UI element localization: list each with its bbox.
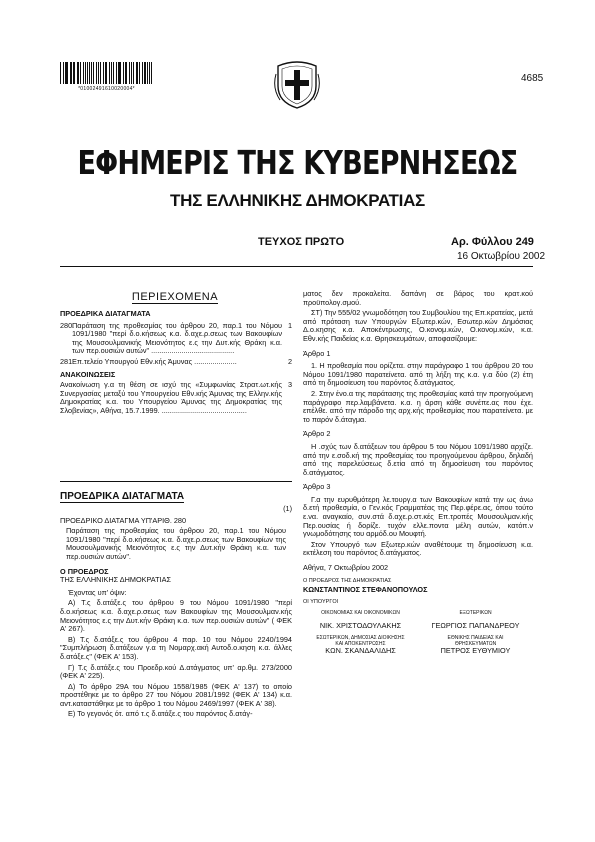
having-regard: Έχοντας υπ' όψιν: (68, 587, 127, 597)
barcode-bar (126, 62, 127, 84)
toc-item-number: 280. (60, 320, 75, 330)
toc-item-page: 3 (287, 380, 292, 390)
toc-section-announcements: ΑΝΑΚΟΙΝΩΣΕΙΣ (60, 369, 116, 379)
ministers-signatures (303, 610, 533, 655)
barcode-bar (131, 62, 132, 84)
article-paragraph: Η .σχύς των δ.ατάξεων του άρθρου 5 του Νόμου 1091/1980 αρχίζε. από την ε.σοδ.κή της προθεσμίας του προηγούμενου άρθρου, δηλαδή από της παρελεύσεως δ.ετία από τη δημοσίευση του παρόντος δ.ατάγματος. (303, 441, 533, 477)
barcode-bar (87, 62, 88, 84)
footnote-marker: (1) (283, 504, 292, 513)
barcode-bar (116, 62, 117, 84)
toc-item (60, 322, 292, 356)
barcode-bar (63, 62, 64, 84)
toc-divider (60, 481, 292, 482)
toc-item-page: 1 (287, 320, 292, 330)
recital-paragraph: Α) Τ.ς δ.ατάξε.ς του άρθρου 9 του Νόμου 1091/1980 "περί δ.ο.κήσεως κ.α. δ.αχε.ρ.σεως των Βακουφίων της Μουσουλμαν.κής Μειονότητος ε.ς την Δυτ.κήν Θράκη κ.α. των περ.ουσιών αυτών" ( ΦΕΚ Α' 267). (60, 598, 292, 634)
page-number: 4685 (521, 73, 544, 84)
minister-name: ΠΕΤΡΟΣ ΕΥΘΥΜΙΟΥ (440, 645, 511, 655)
president-label: Ο ΠΡΟΕΔΡΟΣ ΤΗΣ ΔΗΜΟΚΡΑΤΙΑΣ (303, 577, 392, 584)
greek-coat-of-arms-icon (274, 58, 320, 110)
minister-signature (303, 635, 418, 656)
barcode (60, 62, 153, 84)
barcode-bar (151, 62, 152, 84)
toc-item-page: 2 (287, 356, 292, 366)
toc-title (60, 291, 290, 303)
article-heading: Άρθρο 1 (303, 348, 331, 358)
barcode-bar (78, 62, 79, 84)
gazette-title: ΕΦΗΜΕΡΙΣ ΤΗΣ ΚΥΒΕΡΝΗΣΕΩΣ (77, 143, 518, 182)
section-heading-text: ΠΡΟΕΔΡΙΚΑ ΔΙΑΤΑΓΜΑΤΑ (60, 491, 185, 502)
barcode-bar (100, 62, 101, 84)
article-paragraph: Στον Υπουργό των Εξωτερ.κών αναθέτουμε τη δημοσίευση κ.α. εκτέλεση του παρόντος δ.ατάγματος. (303, 539, 533, 558)
minister-title: ΕΞΩΤΕΡΙΚΩΝ (459, 610, 492, 617)
toc-announcement-text: Ανακοίνωση γ.α τη θέση σε ισχύ της «Συμφωνίας Στρατ.ωτ.κής Συνεργασίας μεταξύ του Υπουργείου Εθν.κής Άμυνας της Ελλην.κής Δημοκρατίας κ.α. του Υπουργείου Άμυνας της Δημοκρατίας της Σλοβενίας», Αθήνα, 15.7.1999. .......................................... (60, 380, 282, 415)
minister-name: ΚΩΝ. ΣΚΑΝΔΑΛΙΔΗΣ (325, 645, 396, 655)
barcode-bar (139, 62, 140, 84)
barcode-bar (83, 62, 84, 84)
barcode-bar (111, 62, 112, 84)
table-of-contents (60, 310, 292, 416)
barcode-bar (93, 62, 94, 84)
barcode-bar (149, 62, 150, 84)
barcode-bar (66, 62, 67, 84)
ministers-label: ΟΙ ΥΠΟΥΡΓΟΙ (303, 599, 339, 606)
minister-signature (303, 610, 418, 631)
left-column (60, 491, 292, 721)
minister-name: ΝΙΚ. ΧΡΙΣΤΟΔΟΥΛΑΚΗΣ (319, 621, 402, 631)
recital-paragraph: Β) Τ.ς δ.ατάξε.ς του άρθρου 4 παρ. 10 του Νόμου 2240/1994 "Συμπλήρωση δ.ατάξεων γ.α τη Νομαρχ.ακή Αυτοδ.ο.κηση κ.α. άλλες δ.ατάξε.ς" (ΦΕΚ Α' 153). (60, 634, 292, 661)
barcode-bar (129, 62, 130, 84)
toc-title-text: ΠΕΡΙΕΧΟΜΕΝΑ (131, 291, 219, 303)
toc-item-text: Παράταση της προθεσμίας του άρθρου 20, παρ.1 του Νόμου 1091/1980 "περί δ.ο.κήσεως κ.α. δ.αχε.ρ.σεως των Βακουφίων της Μουσουλμανικής Μειονότητος ε.ς την Δυτ.κής Θράκη κ.α. των περ.ουσιών αυτών" ......................................... (72, 320, 282, 356)
barcode-bar (71, 62, 72, 84)
place-date: Αθήνα, 7 Οκτωβρίου 2002 (303, 563, 389, 573)
toc-item (60, 358, 292, 367)
recital-paragraph: Γ) Τ.ς δ.ατάξε.ς του Προεδρ.κού Δ.ατάγματος υπ' αρ.θμ. 273/2000 (ΦΕΚ Α' 225). (60, 662, 292, 681)
recital-paragraph: Ε) Το γεγονός ότ. από τ.ς δ.ατάξε.ς του παρόντος δ.ατάγ- (68, 709, 253, 719)
barcode-bar (123, 62, 124, 84)
section-heading (60, 491, 292, 503)
barcode-bar (137, 62, 138, 84)
barcode-bar (89, 62, 90, 84)
barcode-bar (91, 62, 92, 84)
issue-date: 16 Οκτωβρίου 2002 (457, 251, 546, 262)
decree-number: ΠΡΟΕΔΡΙΚΟ ΔΙΑΤΑΓΜΑ ΥΠ'ΑΡΙΘ. 280 (60, 515, 187, 525)
article-heading: Άρθρο 3 (303, 482, 331, 492)
toc-section-decrees: ΠΡΟΕΔΡΙΚΑ ΔΙΑΤΑΓΜΑΤΑ (60, 309, 151, 318)
barcode-bar (98, 62, 99, 84)
barcode-bar (85, 62, 86, 84)
minister-title: ΕΘΝΙΚΗΣ ΠΑΙΔΕΙΑΣ ΚΑΙ ΘΡΗΣΚΕΥΜΑΤΩΝ (447, 634, 504, 647)
barcode-bar (105, 62, 106, 84)
body-paragraph: ΣΤ) Την 555/02 γνωμοδότηση του Συμβουλίου της Επ.κρατείας, μετά από πρόταση των Υπουργών Εξωτερ.κών, Εσωτερ.κών Δημόσιας Δ.ο.κησης κ.α. Αποκέντρωσης, Ο.κονομ.κών, Ο.κονομ.κών, κ.α. Εθν.κής Παιδείας κ.α. Θρησκευμάτων, αποφασίζουμε: (303, 308, 533, 343)
minister-name: ΓΕΩΡΓΙΟΣ ΠΑΠΑΝΔΡΕΟΥ (431, 621, 520, 631)
sheet-number: Αρ. Φύλλου 249 (451, 236, 534, 248)
barcode-bar (109, 62, 110, 84)
barcode-bar (77, 62, 78, 84)
barcode-bar (119, 62, 121, 84)
barcode-bar (103, 62, 104, 84)
toc-item-number: 281. (60, 356, 75, 366)
minister-signature (418, 635, 533, 656)
barcode-bar (144, 62, 146, 84)
barcode-bar (96, 62, 98, 84)
minister-signature (418, 610, 533, 631)
article-paragraph: 2. Στην ένο.α της παράτασης της προθεσμίας κατά την προηγούμενη παράγραφο περ.λαμβάνετα. κ.α. η άρση κάθε συνέπε.ας που έχε. επέλθε. από την πάροδο της αρχ.κής προθεσμίας που παρατείνετα. με το παρόν δ.άταγμα. (303, 388, 533, 424)
barcode-bar (147, 62, 148, 84)
header-divider (60, 266, 533, 267)
article-heading: Άρθρο 2 (303, 429, 331, 439)
gazette-subtitle: ΤΗΣ ΕΛΛΗΝΙΚΗΣ ΔΗΜΟΚΡΑΤΙΑΣ (170, 191, 425, 210)
decree-title: Παράταση της προθεσμίας του άρθρου 20, παρ.1 του Νόμου 1091/1980 "περί δ.ο.κήσεως κ.α. δ.αχε.ρ.σεως των Βακουφίων της Μουσουλμανικής Μειονότητος ε.ς την Δυτ.κήν Θράκη κ.α. των περ.ουσιών αυτών". (66, 526, 286, 561)
barcode-bar (73, 62, 75, 84)
barcode-bar (136, 62, 137, 84)
right-column (303, 290, 533, 655)
minister-title: ΕΣΩΤΕΡΙΚΩΝ, ΔΗΜΟΣΙΑΣ ΔΙΟΙΚΗΣΗΣ ΚΑΙ ΑΠΟΚΕΝΤΡΩΣΗΣ (316, 634, 405, 647)
barcode-bar (80, 62, 81, 84)
toc-item-text: Επ.τελείο Υπουργού Εθν.κής Άμυνας ..................... (72, 356, 237, 366)
republic-heading: ΤΗΣ ΕΛΛΗΝΙΚΗΣ ΔΗΜΟΚΡΑΤΙΑΣ (60, 575, 171, 585)
barcode-number: *01002491610020004* (78, 86, 135, 92)
toc-item (60, 381, 292, 415)
barcode-bar (142, 62, 143, 84)
barcode-bar (106, 62, 107, 84)
barcode-bar (70, 62, 71, 84)
barcode-bar (65, 62, 66, 84)
barcode-bar (60, 62, 61, 84)
body-paragraph: ματος δεν προκαλείτα. δαπάνη σε βάρος του κρατ.κού προϋπολογ.σμού. (303, 289, 533, 307)
barcode-bar (113, 62, 114, 84)
president-heading: Ο ΠΡΟΕΔΡΟΣ (60, 566, 109, 576)
barcode-bar (118, 62, 119, 84)
barcode-bar (125, 62, 126, 84)
minister-title: ΟΙΚΟΝΟΜΙΑΣ ΚΑΙ ΟΙΚΟΝΟΜΙΚΩΝ (321, 610, 400, 617)
article-paragraph: 1. Η προθεσμία που ορίζετα. στην παράγραφο 1 του άρθρου 20 του Νόμου 1091/1980 παρατείνετα. από τη λήξη της κ.α. γ.α δύο (2) έτη από τη δημοσίευση του παρόντος δ.ατάγματος. (303, 361, 533, 388)
article-paragraph: Γ.α την ευρυθμότερη λε.τουργ.α των Βακουφίων κατά την ως άνω δ.ετή προθεσμία, ο Γεν.κός Γραμματέας της Περ.φέρε.ας, όπου τούτο ε.να. αναγκαίο, συν.στά δ.αχε.ρ.στ.κές Επ.τροπές Μουσουλμαν.κής Περ.ουσίας ή δορίζε. τυχόν ελλε.ποντα μέλη αυτών, κατόπ.ν γνωμοδότησης του αρμόδ.ου Μουφτή. (303, 494, 533, 539)
president-name: ΚΩΝΣΤΑΝΤΙΝΟΣ ΣΤΕΦΑΝΟΠΟΥΛΟΣ (303, 584, 428, 594)
issue-label: ΤΕΥΧΟΣ ΠΡΩΤΟ (258, 236, 345, 248)
barcode-bar (133, 62, 134, 84)
recital-paragraph: Δ) Το άρθρο 29Α του Νόμου 1558/1985 (ΦΕΚ Α' 137) το οποίο προστέθηκε με το άρθρο 27 του Νόμου 2081/1992 (ΦΕΚ Α' 134) κ.α. αντ.καταστάθηκε με το άρθρο 1 του Νόμου 2469/1997 (ΦΕΚ Α' 38). (60, 681, 292, 708)
